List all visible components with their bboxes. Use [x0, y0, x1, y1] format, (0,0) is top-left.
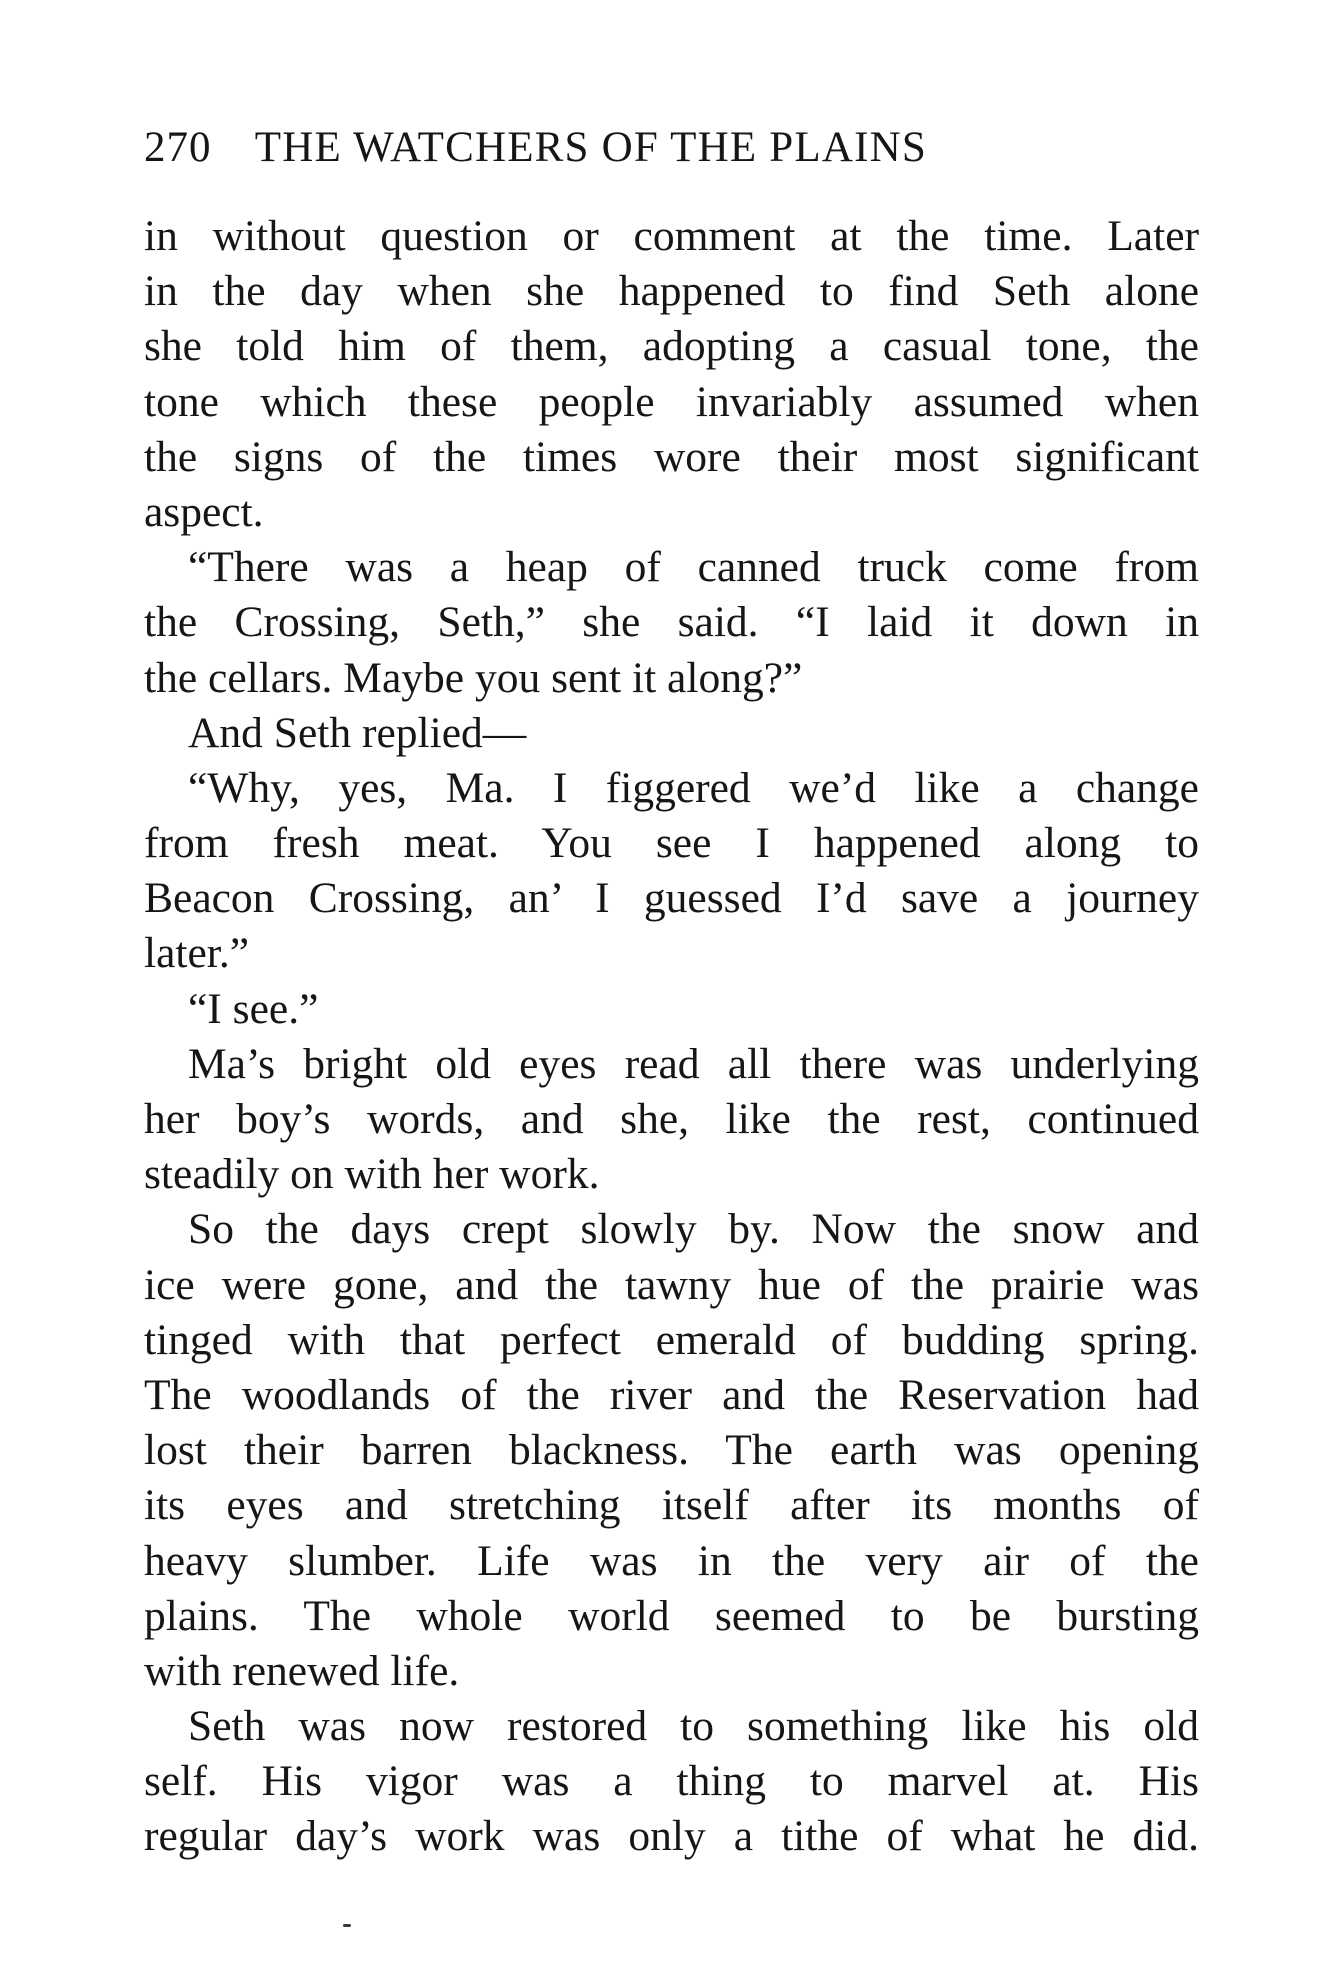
text-line: in the day when she happened to find Seth alone [144, 267, 1199, 316]
text-line: the Crossing, Seth,” she said. “I laid it down in [144, 598, 1199, 647]
text-line: plains. The whole world seemed to be bursting [144, 1591, 1199, 1640]
text-line: tinged with that perfect emerald of budding spring. [144, 1315, 1199, 1364]
text-line: in without question or comment at the time. Later [144, 212, 1199, 260]
text-line: So the days crept slowly by. Now the snow and [188, 1205, 1199, 1254]
text-line: Beacon Crossing, an’ I guessed I’d save a journey [144, 874, 1199, 923]
text-line: later.” [144, 929, 250, 978]
text-line: self. His vigor was a thing to marvel at. His [144, 1757, 1199, 1806]
text-line: The woodlands of the river and the Reservation had [144, 1370, 1199, 1419]
text-line: aspect. [144, 487, 264, 536]
text-line: her boy’s words, and she, like the rest, continued [144, 1095, 1199, 1143]
text-line: the signs of the times wore their most significant [144, 432, 1199, 481]
text-line: Seth was now restored to something like his old [188, 1702, 1199, 1751]
text-line: regular day’s work was only a tithe of what he did. [144, 1812, 1199, 1861]
page-number: 270 [144, 124, 212, 171]
text-line: And Seth replied— [188, 708, 527, 757]
body-text [144, 209, 1199, 1865]
text-line: she told him of them, adopting a casual tone, the [144, 322, 1199, 371]
text-line: “There was a heap of canned truck come from [188, 543, 1199, 592]
running-head [144, 118, 1204, 178]
text-line: the cellars. Maybe you sent it along?” [144, 653, 803, 702]
print-speck [343, 1924, 351, 1927]
text-line: its eyes and stretching itself after its months of [144, 1481, 1199, 1530]
text-line: ice were gone, and the tawny hue of the prairie was [144, 1260, 1199, 1309]
text-line: with renewed life. [144, 1646, 460, 1695]
text-line: lost their barren blackness. The earth was opening [144, 1426, 1199, 1475]
text-line: tone which these people invariably assumed when [144, 377, 1199, 426]
text-line: steadily on with her work. [144, 1150, 600, 1199]
text-line: heavy slumber. Life was in the very air of the [144, 1536, 1199, 1585]
text-line: “I see.” [188, 984, 319, 1033]
text-line: from fresh meat. You see I happened along to [144, 819, 1199, 868]
running-title: THE WATCHERS OF THE PLAINS [254, 124, 928, 171]
text-line: “Why, yes, Ma. I figgered we’d like a change [188, 763, 1199, 812]
text-line: Ma’s bright old eyes read all there was underlying [188, 1039, 1199, 1088]
